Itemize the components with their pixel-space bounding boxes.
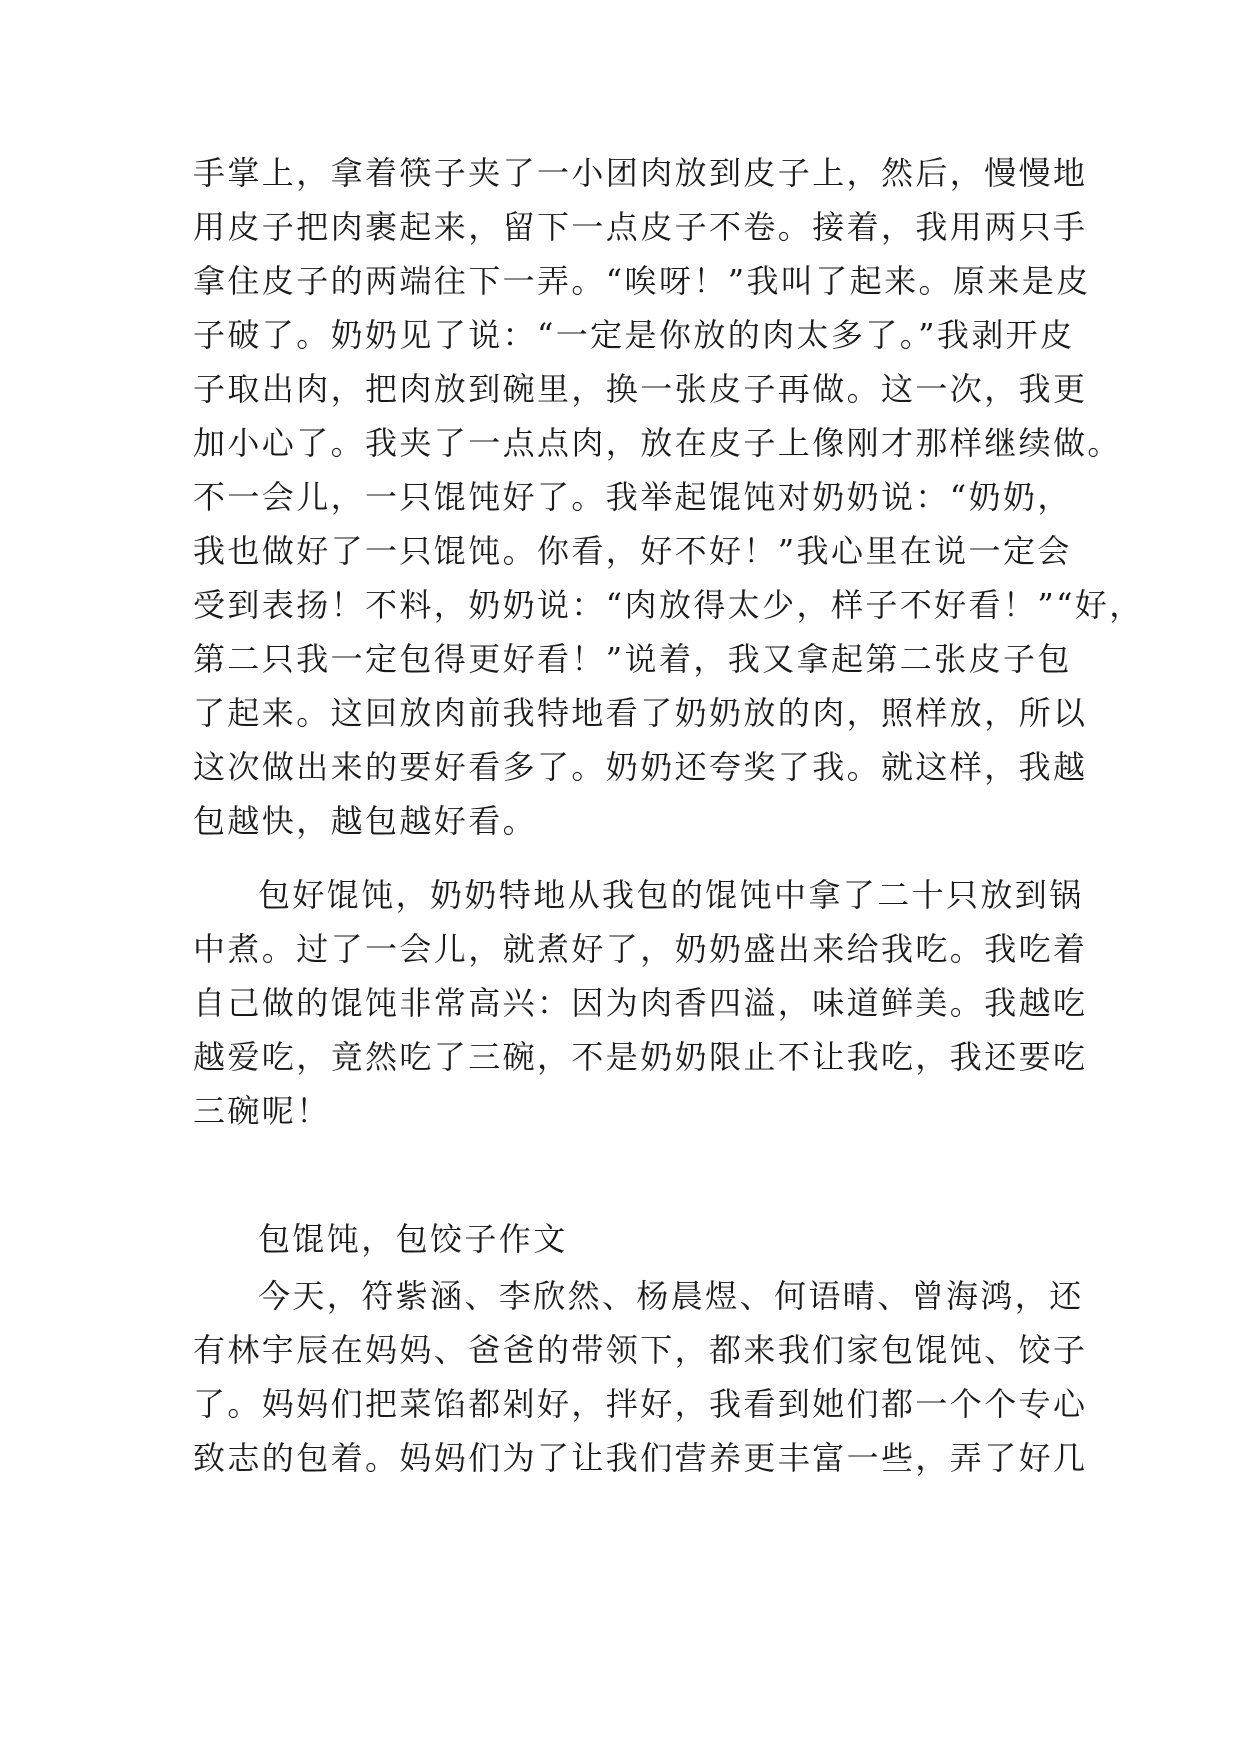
text-line: 了起来。这回放肉前我特地看了奶奶放的肉，照样放，所以	[193, 694, 1088, 732]
text-line: 了。妈妈们把菜馅都剁好，拌好，我看到她们都一个个专心	[193, 1385, 1088, 1423]
text-line: 致志的包着。妈妈们为了让我们营养更丰富一些，弄了好几	[193, 1439, 1088, 1477]
text-line: 自己做的馄饨非常高兴：因为肉香四溢，味道鲜美。我越吃	[193, 984, 1088, 1022]
paragraph-first-line: 包好馄饨，奶奶特地从我包的馄饨中拿了二十只放到锅	[258, 876, 1084, 914]
text-line: 中煮。过了一会儿，就煮好了，奶奶盛出来给我吃。我吃着	[193, 930, 1088, 968]
paragraph-first-line: 今天，符紫涵、李欣然、杨晨煜、何语晴、曾海鸿，还	[258, 1277, 1084, 1315]
text-line: 这次做出来的要好看多了。奶奶还夸奖了我。就这样，我越	[193, 748, 1088, 786]
text-line: 包越快，越包越好看。	[193, 802, 538, 840]
text-line: 有林宇辰在妈妈、爸爸的带领下，都来我们家包馄饨、饺子	[193, 1331, 1088, 1369]
text-line: 越爱吃，竟然吃了三碗，不是奶奶限止不让我吃，我还要吃	[193, 1038, 1088, 1076]
text-line: 受到表扬！不料，奶奶说：“肉放得太少，样子不好看！”“好，	[193, 586, 1144, 624]
text-line: 手掌上，拿着筷子夹了一小团肉放到皮子上，然后，慢慢地	[193, 154, 1088, 192]
essay-title: 包馄饨，包饺子作文	[258, 1220, 568, 1258]
text-line: 我也做好了一只馄饨。你看，好不好！”我心里在说一定会	[193, 532, 1072, 570]
text-line: 拿住皮子的两端往下一弄。“唉呀！”我叫了起来。原来是皮	[193, 262, 1091, 300]
text-line: 不一会儿，一只馄饨好了。我举起馄饨对奶奶说：“奶奶，	[193, 478, 1072, 516]
text-line: 第二只我一定包得更好看！”说着，我又拿起第二张皮子包	[193, 640, 1072, 678]
text-line: 用皮子把肉裹起来，留下一点皮子不卷。接着，我用两只手	[193, 208, 1088, 246]
text-line: 子取出肉，把肉放到碗里，换一张皮子再做。这一次，我更	[193, 370, 1088, 408]
text-line: 三碗呢！	[193, 1092, 331, 1130]
text-line: 加小心了。我夹了一点点肉，放在皮子上像刚才那样继续做。	[193, 424, 1122, 462]
text-line: 子破了。奶奶见了说：“一定是你放的肉太多了。”我剥开皮	[193, 316, 1075, 354]
